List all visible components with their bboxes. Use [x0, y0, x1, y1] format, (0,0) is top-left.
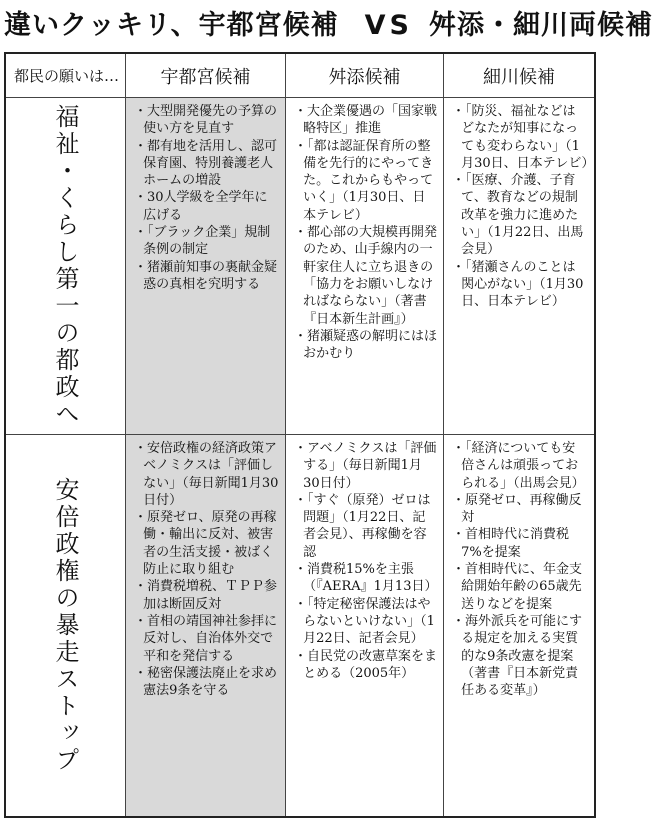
bullet-item: ・「医療、介護、子育て、教育などの規制改革を強力に進めたい」（1月22日、出馬会見） [452, 173, 584, 258]
headline [4, 4, 653, 48]
bullet-item: ・「都は認証保育所の整備を先行的にやってきた。これからもやっていく」（1月30日、日本テレビ） [294, 138, 434, 223]
headline-left: 違いクッキリ、宇都宮候補 [4, 10, 339, 41]
cell-masuzoe-abe [286, 435, 444, 816]
bullet-item: ・原発ゼロ、再稼働反対 [452, 492, 582, 526]
topic-label: 福祉・くらし第一の都政へ [51, 104, 79, 428]
header-masuzoe: 舛添候補 [286, 54, 444, 98]
bullet-item: ・「防災、福祉などはどなたが知事になっても変わらない」（1月30日、日本テレビ） [452, 104, 595, 171]
headline-right: 舛添・細川両候補 [429, 10, 653, 41]
bullet-item: ・「すぐ（原発）ゼロは問題」（1月22日、記者会見）、再稼働を容認 [294, 492, 431, 560]
bullet-item: ・猪瀬前知事の裏献金疑惑の真相を究明する [134, 259, 278, 292]
bullet-item: ・「経済についても安倍さんは頑張っておられる」（出馬会見） [452, 441, 585, 491]
bullet-item: ・消費税増税、ＴＰＰ参加は断固反対 [134, 579, 278, 612]
bullet-item: ・海外派兵を可能にする規定を加える実質的な9条改憲を提案（著書『日本新党責任ある変革』） [452, 613, 583, 699]
bullet-item: ・首相の靖国神社参拝に反対し、自治体外交で平和を発信する [134, 613, 278, 664]
cell-masuzoe-welfare [286, 98, 444, 435]
bullet-item: ・首相時代に、年金支給開始年齢の65歳先送りなどを提案 [452, 562, 583, 612]
header-utsunomiya: 宇都宮候補 [126, 54, 286, 98]
cell-utsunomiya-abe [126, 435, 286, 816]
cell-hosokawa-abe [444, 435, 594, 816]
row-topic-abe [6, 435, 126, 816]
bullet-item: ・自民党の改憲草案をまとめる（2005年） [294, 648, 438, 681]
bullet-item: ・「特定秘密保護法はやらないといけない」（1月22日、記者会見） [294, 596, 435, 647]
bullet-item: ・原発ゼロ、原発の再稼働・輸出に反対、被害者の生活支援・被ばく防止に取り組む [134, 510, 277, 578]
bullet-item: ・「猪瀬さんのことは関心がない」（1月30日、日本テレビ） [452, 259, 584, 310]
bullet-item: ・消費税15%を主張（『AERA』1月13日） [294, 562, 438, 595]
header-wishes: 都民の願いは… [6, 54, 126, 98]
comparison-table [4, 52, 596, 818]
bullet-item: ・30人学級を全学年に広げる [134, 190, 268, 223]
bullet-item: ・猪瀬疑惑の解明にはほおかむり [294, 328, 438, 362]
bullet-item: ・アベノミクスは「評価する」（毎日新聞1月30日付） [294, 441, 437, 491]
cell-hosokawa-welfare [444, 98, 594, 435]
bullet-item: ・大型開発優先の予算の使い方を見直す [134, 104, 278, 137]
bullet-item: ・都有地を活用し、認可保育園、特別養護老人ホームの増設 [134, 138, 278, 189]
bullet-item: ・秘密保護法廃止を求め憲法9条を守る [134, 665, 278, 699]
bullet-item: ・「ブラック企業」規制条例の制定 [134, 225, 271, 258]
cell-utsunomiya-welfare [126, 98, 286, 435]
bullet-item: ・大企業優遇の「国家戦略特区」推進 [294, 104, 438, 137]
header-hosokawa: 細川候補 [444, 54, 594, 98]
bullet-item: ・都心部の大規模再開発のため、山手線内の一軒家住人に立ち退きの「協力をお願いしなければならない」（著書『日本新生計画』） [294, 225, 438, 327]
topic-label: 安倍政権の暴走ストップ [51, 477, 79, 774]
row-topic-welfare [6, 98, 126, 435]
bullet-item: ・安倍政権の経済政策アベノミクスは「評価しない」（毎日新聞1月30日付） [134, 441, 279, 508]
headline-vs: VS [364, 10, 413, 41]
bullet-item: ・首相時代に消費税7%を提案 [452, 527, 570, 560]
